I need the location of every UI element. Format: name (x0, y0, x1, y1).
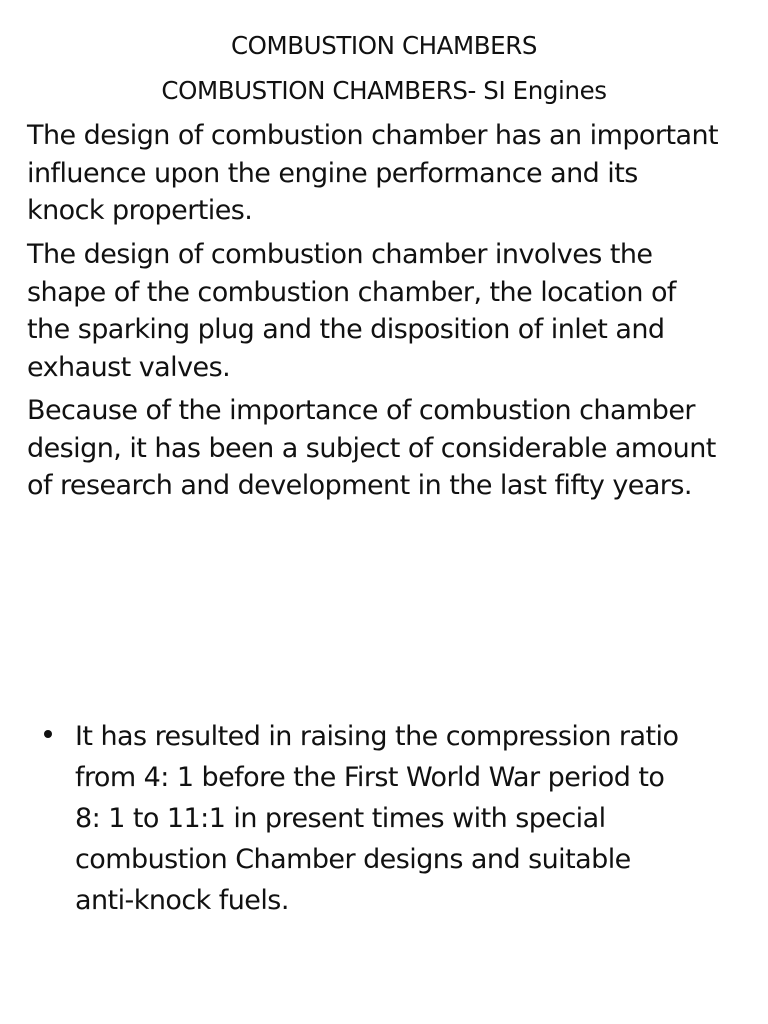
bullet-dot-icon (44, 730, 52, 738)
paragraph-2: The design of combustion chamber involves the shape of the combustion chamber, the location of the sparking plug and the disposition of inlet and exhaust valves. (27, 239, 676, 383)
paragraph-1: The design of combustion chamber has an important influence upon the engine performance and its knock properties. (27, 120, 719, 226)
page-subtitle: COMBUSTION CHAMBERS- SI Engines (161, 76, 607, 105)
bullet-item-1: It has resulted in raising the compression ratio from 4: 1 before the First World War period to 8: 1 to 11:1 in present times with special combustion Chamber designs and suitable anti-knock fuels. (75, 721, 679, 916)
page-title: COMBUSTION CHAMBERS (230, 31, 538, 60)
paragraph-3: Because of the importance of combustion chamber design, it has been a subject of considerable amount of research and development in the last fifty years. (27, 395, 716, 501)
